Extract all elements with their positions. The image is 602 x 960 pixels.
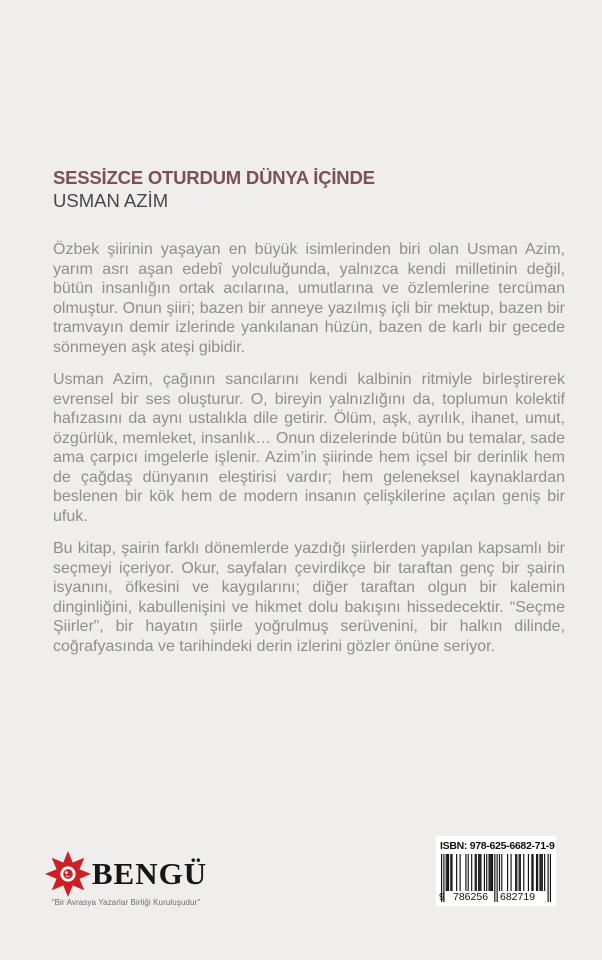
description-paragraph: Bu kitap, şairin farklı dönemlerde yazdığı şiirlerden yapılan kapsamlı bir seçmeyi içeriyor. Okur, sayfaları çevirdikçe bir taraftan genç bir şairin isyanını, öfkesini ve kaygılarını; diğer taraftan olgun bir kalemin dinginliğini, kabullenişini ve hikmet dolu bakışını hissedecektir. “Seçme Şiirler”, bir hayatın şiirle yoğrulmuş serüvenini, bir halkın dilinde, coğrafyasında ve tarihindeki derin izlerini gözler önüne seriyor.: [53, 540, 565, 655]
barcode-digit-group: 786256: [453, 891, 489, 903]
publisher-logo: [44, 851, 208, 907]
book-author: USMAN AZİM: [53, 190, 169, 211]
barcode-digit-group: 682719: [500, 891, 536, 903]
barcode-digit-lead: 9: [439, 891, 445, 903]
cover-text-block: [53, 166, 565, 669]
book-title: SESSİZCE OTURDUM DÜNYA İÇİNDE: [53, 167, 375, 188]
barcode-digits: [438, 891, 554, 903]
isbn-barcode-box: [436, 836, 556, 906]
isbn-label: ISBN: 978-625-6682-71-9: [440, 840, 555, 852]
publisher-name: BENGÜ: [91, 856, 208, 891]
barcode: [440, 854, 552, 902]
description-paragraph: Usman Azim, çağının sancılarını kendi kalbinin ritmiyle birleştirerek evrensel bir ses oluşturur. O, bireyin yalnızlığını da, toplumun kolektif hafızasını da aynı ustalıkla dile getirir. Ölüm, aşk, ayrılık, ihanet, umut, özgürlük, memleket, insanlık… Onun dizelerinde bütün bu temalar, sade ama çarpıcı imgelerle işlenir. Azim’in şiirinde hem içsel bir derinlik hem de çağdaş dünyanın eleştirisi vardır; hem geleneksel kaynaklardan beslenen bir kök hem de modern insanın çelişkilerine açılan geniş bir ufuk.: [53, 371, 565, 525]
publisher-logo-row: [44, 851, 208, 897]
publisher-tagline: “Bir Avrasya Yazarlar Birliği Kuruluşudur”: [51, 898, 201, 907]
book-description: [53, 240, 565, 656]
description-paragraph: Özbek şiirinin yaşayan en büyük isimlerinden biri olan Usman Azim, yarım asrı aşan edebî yolculuğunda, yalnızca kendi milletinin değil, bütün insanlığın ortak acılarına, umutlarına ve özlemlerine tercüman olmuştur. Onun şiiri; bazen bir anneye yazılmış içli bir mektup, bazen bir tramvayın demir izlerinde yankılanan hüzün, bazen de karlı bir gecede sönmeyen aşk ateşi gibidir.: [53, 241, 565, 356]
eight-pointed-star-icon: [45, 851, 91, 897]
